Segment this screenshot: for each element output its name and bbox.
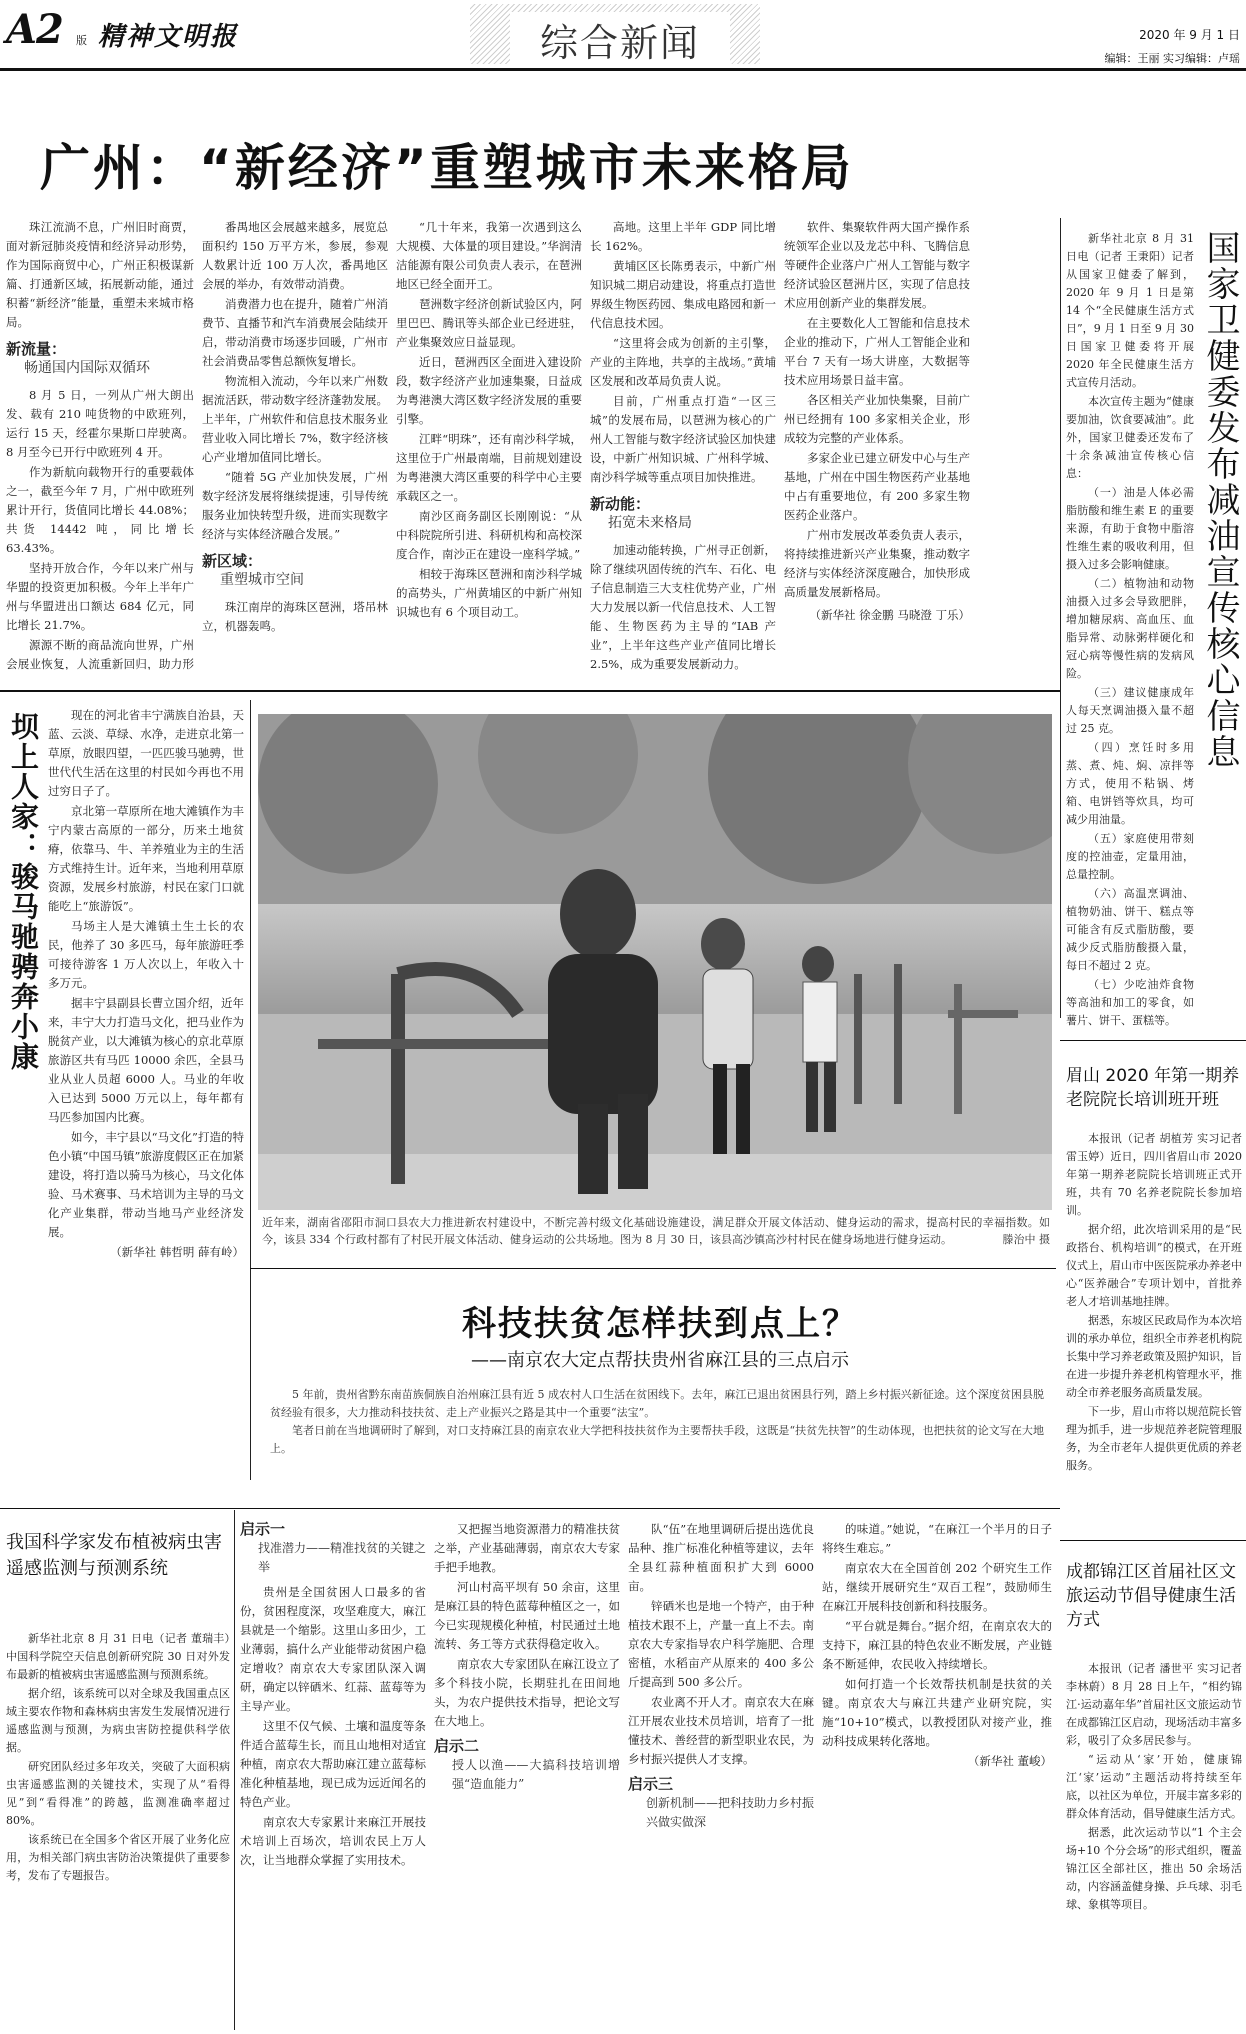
lead-col3-list xyxy=(396,218,582,622)
paragraph: 南沙区商务副区长刚刚说：“从中科院院所引进、科研机构和高校深度合作，南沙正在建设一座科学城。” xyxy=(396,509,582,561)
paragraph: 南京农大专家累计来麻江开展技术培训上百场次，培训农民上万人次，让当地群众掌握了实用技术。 xyxy=(240,1815,426,1867)
insight-heading: 启示一 xyxy=(240,1520,286,1538)
paragraph: “运动从‘家’开始，健康锦江‘家’运动”主题活动将持续至年底，以社区为单位，开展丰富多彩的群众体育活动，倡导健康生活方式。 xyxy=(1066,1753,1242,1820)
paragraph: 珠江流淌不息，广州旧时商贾，面对新冠肺炎疫情和经济异动形势，作为国际商贸中心，广州正积极谋新篇、打通新区域，拓展新动能，通过积蓄“新经济”能量，重塑未来城市格局。 xyxy=(6,220,194,329)
editor-line: 编辑：王丽 实习编辑：卢瑶 xyxy=(1104,52,1240,65)
lead-col-1 xyxy=(6,218,194,670)
divider-meishan-top xyxy=(1060,1040,1246,1041)
subhead-new-flow xyxy=(6,340,194,378)
keji-col-1 xyxy=(240,1520,426,2030)
photo-credit: 滕治中 摄 xyxy=(1002,1233,1050,1246)
photo-caption xyxy=(262,1214,1050,1248)
paragraph: 江畔“明珠”，还有南沙科学城，这里位于广州最南端，目前规划建设为粤港澳大湾区重要的科学中心主要承载区之一。 xyxy=(396,432,582,503)
paragraph: 这里不仅气候、土壤和温度等条件适合蓝莓生长，而且山地相对适宜种植，南京农大帮助麻江建立蓝莓标准化种植基地，现已成为远近闻名的特色产业。 xyxy=(240,1719,426,1809)
paragraph: 近日，琶洲西区全面进入建设阶段，数字经济产业加速集聚，日益成为粤港澳大湾区数字经济发展的重要引擎。 xyxy=(396,355,582,426)
keji-col-3 xyxy=(628,1520,814,2030)
paragraph: 物流相入流动，今年以来广州数据流活跃，带动数字经济蓬勃发展。上半年，广州软件和信息技术服务业营业收入同比增长 7%，数字经济核心产业增加值同比增长。 xyxy=(202,374,388,464)
paragraph: 如今，丰宁县以“马文化”打造的特色小镇“中国马镇”旅游度假区正在加紧建设，将打造以骑马为核心，马文化体验、马术赛事、马术培训为主导的马文化产业集群，带动当地马产业经济发展。 xyxy=(48,1130,244,1239)
masthead xyxy=(0,0,1246,70)
divider-chengdu-top xyxy=(1060,1540,1246,1541)
subhead-title: 新区域： xyxy=(202,552,263,570)
paragraph: 京北第一草原所在地大滩镇作为丰宁内蒙古高原的一部分，历来土地贫瘠，依靠马、牛、羊养殖业为主的生活方式维持生计。近年来，当地利用草原资源，发展乡村旅游，村民在家门口就能吃上“旅游饭”。 xyxy=(48,804,244,913)
paragraph: 相较于海珠区琶洲和南沙科学城的高势头，广州黄埔区的中新广州知识城也有 6 个项目动工。 xyxy=(396,567,582,619)
subhead-sub: 重塑城市空间 xyxy=(220,572,304,588)
health-title: 国家卫健委发布减油宣传核心信息 xyxy=(1200,230,1240,770)
paragraph: 河山村高平坝有 50 余亩，这里是麻江县的特色蓝莓种植区之一，如今已实现规模化种植，村民通过土地流转、务工等方式获得稳定收入。 xyxy=(434,1580,620,1651)
farmer-byline: （新华社 韩哲明 薛有岭） xyxy=(110,1245,244,1259)
lead-col5-list xyxy=(784,218,970,602)
header-rule xyxy=(0,68,1246,71)
health-intro: 新华社北京 8 月 31 日电（记者 王秉阳）记者从国家卫健委了解到，2020 年 9 月 1 日是第 14 个“全民健康生活方式日”，9 月 1 日至 9 月 30 日国家卫健委将开展 2020 年全民健康生活方式宣传月活动。 xyxy=(1066,232,1194,389)
paragraph: 消费潜力也在提升，随着广州消费节、直播节和汽车消费展会陆续开启，带动消费市场逐步回暖，广州市社会消费品零售总额恢复增长。 xyxy=(202,297,388,368)
paragraph: “几十年来，我第一次遇到这么大规模、大体量的项目建设。”华润清洁能源有限公司负责人表示，在琶洲地区已经全面开工。 xyxy=(396,220,582,291)
paragraph: 南京农大专家团队在麻江设立了多个科技小院，长期驻扎在田间地头，为农户提供技术指导，把论文写在大地上。 xyxy=(434,1657,620,1728)
paragraph: 据介绍，此次培训采用的是“民政搭台、机构培训”的模式，在开班仪式上，眉山市中医医院承办养老中心“医养融合”专项计划中，首批养老人才培训基地挂牌。 xyxy=(1066,1223,1242,1308)
issue-date: 2020 年 9 月 1 日 xyxy=(1139,28,1240,42)
paragraph: 队“伍”在地里调研后提出选优良品种、推广标准化种植等建议，去年全县红蒜种植面积扩大到 6000 亩。 xyxy=(628,1522,814,1593)
divider-keji-mid xyxy=(0,1508,1060,1509)
lead-col-2 xyxy=(202,218,388,670)
insight-subheading: 创新机制——把科技助力乡村振兴做实做深 xyxy=(646,1796,814,1829)
pest-title: 我国科学家发布植被病虫害遥感监测与预测系统 xyxy=(6,1532,222,1579)
keji-title: 科技扶贫怎样扶到点上？ xyxy=(462,1304,858,1344)
pest-body xyxy=(6,1630,230,2030)
lead-col1-list xyxy=(6,218,194,332)
paragraph: 的味道。”她说，“在麻江一个半月的日子将终生难忘。” xyxy=(822,1522,1052,1555)
insight-2-head xyxy=(434,1737,620,1794)
caption-text: 近年来，湖南省邵阳市洞口县农大力推进新农村建设中，不断完善村级文化基础设施建设，满足群众开展文体活动、健身运动的需求，提高村民的幸福指数。如今，该县 334 个行政村都有了村民开展文体活动、健身运动的公共场地。图为 8 月 30 日，该县高沙镇高沙村村民在健身场地进行健身运动。 xyxy=(262,1216,1050,1246)
paragraph: 加速动能转换，广州寻正创新，除了继续巩固传统的汽车、石化、电子信息制造三大支柱优势产业，广州大力发展以新一代信息技术、人工智能、生物医药为主导的“IAB 产业”，上半年这些产业产值同比增长 2.5%，成为重要发展新动力。 xyxy=(590,543,776,670)
health-body xyxy=(1066,230,1194,1030)
paragraph: 本报讯（记者 潘世平 实习记者 李林蔚）8 月 28 日上午，“相约锦江·运动嘉年华”首届社区文旅运动节在成都锦江区启动，现场活动丰富多彩，吸引了众多居民参与。 xyxy=(1066,1662,1242,1747)
paragraph: 各区相关产业加快集聚，目前广州已经拥有 100 多家相关企业，形成较为完整的产业体系。 xyxy=(784,393,970,445)
chengdu-paras xyxy=(1066,1660,1242,1914)
paragraph: 源源不断的商品流向世界，广州会展业恢复，人流重新回归，助力形 xyxy=(6,638,194,670)
keji-col-2 xyxy=(434,1520,620,2030)
paragraph: 目前，广州重点打造“一区三城”的发展布局，以琶洲为核心的广州人工智能与数字经济试验区加快建设，中新广州知识城、广州科学城、南沙科学城等重点项目加快推进。 xyxy=(590,394,776,484)
meishan-title: 眉山 2020 年第一期养老院院长培训班开班 xyxy=(1066,1066,1240,1110)
keji-c2-list-a xyxy=(434,1520,620,1731)
lead-col4b-list xyxy=(590,541,776,670)
paragraph: 据介绍，该系统可以对全球及我国重点区域主要农作物和森林病虫害发生发展情况进行遥感监测与预测，为病虫害防控提供科学依据。 xyxy=(6,1687,230,1754)
insight-subheading: 授人以渔——大搞科技培训增强“造血能力” xyxy=(452,1758,620,1791)
subhead-sub: 拓宽未来格局 xyxy=(608,515,692,531)
divider-lead-bottom xyxy=(0,690,1060,692)
keji-c4-list xyxy=(822,1520,1052,1751)
page-suffix: 版 xyxy=(76,34,87,47)
paragraph: （六）高温烹调油、植物奶油、饼干、糕点等可能含有反式脂肪酸，要减少反式脂肪酸摄入量，每日不超过 2 克。 xyxy=(1066,887,1194,972)
divider-keji-top xyxy=(250,1268,1056,1269)
paragraph: 作为新航向载物开行的重要载体之一，截至今年 7 月，广州中欧班列累计开行，货值同比增长 44.08%；共货 14442 吨，同比增长 63.43%。 xyxy=(6,465,194,555)
paragraph: 珠江南岸的海珠区琶洲，塔吊林立，机器轰鸣。 xyxy=(202,600,388,633)
pest-paras xyxy=(6,1630,230,1885)
subhead-title: 新流量： xyxy=(6,340,67,358)
keji-subtitle: ——南京农大定点帮扶贵州省麻江县的三点启示 xyxy=(471,1350,849,1371)
chengdu-body xyxy=(1066,1660,1242,2030)
paragraph: 本次宣传主题为“健康要加油，饮食要减油”。此外，国家卫健委还发布了十余条减油宣传核心信息： xyxy=(1066,395,1194,480)
page-number: A2 xyxy=(6,6,63,53)
keji-c3-list xyxy=(628,1520,814,1769)
paragraph: 下一步，眉山市将以规范院长管理为抓手，进一步规范养老院管理服务，为全市老年人提供更优质的养老服务。 xyxy=(1066,1405,1242,1472)
paragraph: 研究团队经过多年攻关，突破了大面积病虫害遥感监测的关键技术，实现了从“看得见”到“看得准”的跨越，监测准确率超过 80%。 xyxy=(6,1760,230,1827)
lead-col2b-list xyxy=(202,598,388,636)
paragraph: 软件、集聚软件两大国产操作系统领军企业以及龙芯中科、飞腾信息等硬件企业落户广州人工智能与数字经济试验区琶洲片区，实现了信息技术应用创新产业的集群发展。 xyxy=(784,220,970,310)
keji-intro-box xyxy=(270,1386,1044,1496)
paragraph: 该系统已在全国多个省区开展了业务化应用，为相关部门病虫害防治决策提供了重要参考，发布了专题报告。 xyxy=(6,1833,230,1882)
paragraph: “这里将会成为创新的主引擎，产业的主阵地，共享的主战场。”黄埔区发展和改革局负责人说。 xyxy=(590,336,776,388)
insight-3-head xyxy=(628,1775,814,1832)
lead-byline: （新华社 徐金鹏 马晓澄 丁乐） xyxy=(809,608,970,622)
fitness-scene-illustration xyxy=(258,714,1052,1210)
farmer-title: 坝上人家：骏马驰骋奔小康 xyxy=(7,712,40,1072)
lead-col2-list xyxy=(202,218,388,544)
paragraph: 新华社北京 8 月 31 日电（记者 董瑞丰）中国科学院空天信息创新研究院 30 日对外发布最新的植被病虫害遥感监测与预测系统。 xyxy=(6,1632,230,1681)
health-items xyxy=(1066,393,1194,1030)
farmer-paras xyxy=(48,706,244,1242)
keji-intro-2: 笔者日前在当地调研时了解到，对口支持麻江县的南京农业大学把科技扶贫作为主要帮扶手段，这既是“扶贫先扶智”的生动体现，也把扶贫的论文写在大地上。 xyxy=(270,1424,1044,1455)
paragraph: 如何打造一个长效帮扶机制是扶贫的关键。南京农大与麻江共建产业研究院，实施“10+10”模式，以教授团队对接产业，推动科技成果转化落地。 xyxy=(822,1677,1052,1748)
paper-name: 精神文明报 xyxy=(98,22,239,52)
lead-col1b-list xyxy=(6,386,194,670)
insight-heading: 启示三 xyxy=(628,1775,674,1793)
subhead-sub: 畅通国内国际双循环 xyxy=(24,360,150,376)
paragraph: 黄埔区区长陈勇表示，中新广州知识城二期启动建设，将重点打造世界级生物医药园、集成电路园和新一代信息技术园。 xyxy=(590,259,776,330)
chengdu-title: 成都锦江区首届社区文旅运动节倡导健康生活方式 xyxy=(1066,1562,1236,1630)
keji-intro: 5 年前，贵州省黔东南苗族侗族自治州麻江县有近 5 成农村人口生活在贫困线下。去年，麻江已退出贫困县行列，踏上乡村振兴新征途。这个深度贫困县脱贫经验有很多，大力推动科技扶贫、走上产业振兴之路是其中一个重要“法宝”。 xyxy=(270,1388,1044,1419)
subhead-title: 新动能： xyxy=(590,495,651,513)
paragraph: 马场主人是大滩镇土生土长的农民，他养了 30 多匹马，每年旅游旺季可接待游客 1 万人次以上，年收入十多万元。 xyxy=(48,919,244,990)
meishan-body xyxy=(1066,1130,1242,1520)
paragraph: 广州市发展改革委负责人表示，将持续推进新兴产业集聚，推动数字经济与实体经济深度融合，加快形成高质量发展新格局。 xyxy=(784,528,970,599)
insight-subheading: 找准潜力——精准找贫的关键之举 xyxy=(258,1541,426,1574)
lead-col-3 xyxy=(396,218,582,670)
keji-c1-list xyxy=(240,1583,426,1870)
paragraph: “随着 5G 产业加快发展，广州数字经济发展将继续提速，引导传统服务业加快转型升级，进而实现数字经济与实体经济融合发展。” xyxy=(202,470,388,541)
paragraph: 贵州是全国贫困人口最多的省份，贫困程度深，攻坚难度大，麻江县就是一个缩影。这里山多田少，工业薄弱，搞什么产业能带动贫困户稳定增收？南京农大专家团队深入调研，确定以锌硒米、红蒜、蓝莓等为主导产业。 xyxy=(240,1585,426,1713)
lead-col4-list xyxy=(590,218,776,487)
paragraph: 又把握当地资源潜力的精准扶贫之举，产业基础薄弱，南京农大专家手把手地教。 xyxy=(434,1522,620,1574)
paragraph: 多家企业已建立研发中心与生产基地，广州在中国生物医药产业基地中占有重要地位，有 200 多家生物医药企业落户。 xyxy=(784,451,970,522)
paragraph: 农业离不开人才。南京农大在麻江开展农业技术员培训，培育了一批懂技术、善经营的新型职业农民，为乡村振兴提供人才支撑。 xyxy=(628,1695,814,1766)
insight-1-head xyxy=(240,1520,426,1577)
paragraph: （四）烹饪时多用蒸、煮、炖、焖、凉拌等方式，使用不粘锅、烤箱、电饼铛等炊具，均可减少用油量。 xyxy=(1066,741,1194,826)
paragraph: 8 月 5 日，一列从广州大朗出发、载有 210 吨货物的中欧班列，运行 15 天，经霍尔果斯口岸驶离。8 月至今已开行中欧班列 4 开。 xyxy=(6,388,194,459)
paragraph: “平台就是舞台。”据介绍，在南京农大的支持下，麻江县的特色农业不断发展，产业链条不断延伸，农民收入持续增长。 xyxy=(822,1619,1052,1671)
paragraph: 琶洲数字经济创新试验区内，阿里巴巴、腾讯等头部企业已经进驻，产业集聚效应日益显现。 xyxy=(396,297,582,349)
section-title: 综合新闻 xyxy=(510,12,730,67)
lead-headline: 广州：“新经济”重塑城市未来格局 xyxy=(40,139,854,197)
farmer-body xyxy=(48,706,244,1502)
paragraph: 本报讯（记者 胡植芳 实习记者 雷玉婷）近日，四川省眉山市 2020 年第一期养老院院长培训班正式开班，共有 70 名养老院院长参加培训。 xyxy=(1066,1132,1242,1217)
insight-heading: 启示二 xyxy=(434,1737,480,1755)
paragraph: （七）少吃油炸食物等高油和加工的零食，如薯片、饼干、蛋糕等。 xyxy=(1066,978,1194,1027)
paragraph: （二）植物油和动物油摄入过多会导致肥胖，增加糖尿病、高血压、血脂异常、动脉粥样硬化和冠心病等慢性病的发病风险。 xyxy=(1066,577,1194,680)
paragraph: 坚持开放合作，今年以来广州与华盟的投资更加积极。今年上半年广州与华盟进出口额达 684 亿元，同比增长 21.7%。 xyxy=(6,561,194,632)
subhead-new-area xyxy=(202,552,388,590)
divider-v-left-bottom xyxy=(234,1510,235,2030)
paragraph: 番禺地区会展越来越多，展览总面积约 150 万平方米，参展，参观人数累计近 100 万人次，番禺地区会展的举办，有效带动消费。 xyxy=(202,220,388,291)
paragraph: （五）家庭使用带刻度的控油壶，定量用油，总量控制。 xyxy=(1066,832,1194,881)
paragraph: 据丰宁县副县长曹立国介绍，近年来，丰宁大力打造马文化，把马业作为脱贫产业，以大滩镇为核心的京北草原旅游区共有马匹 10000 余匹，全县马业从业人员超 6000 人。马业的年收入已达到 5000 万元以上，每年都有马匹参加国内比赛。 xyxy=(48,996,244,1124)
paragraph: 现在的河北省丰宁满族自治县，天蓝、云淡、草绿、水净，走进京北第一草原，放眼四望，一匹匹骏马驰骋，世世代代生活在这里的村民如今再也不用过穷日子了。 xyxy=(48,708,244,798)
paragraph: 据悉，东坡区民政局作为本次培训的承办单位，组织全市养老机构院长集中学习养老政策及照护知识，旨在进一步提升养老机构管理水平，推动全市养老服务高质量发展。 xyxy=(1066,1314,1242,1399)
meishan-paras xyxy=(1066,1130,1242,1475)
keji-byline: （新华社 董峻） xyxy=(967,1754,1052,1768)
divider-v-left xyxy=(250,700,251,1480)
lead-col-5 xyxy=(784,218,970,670)
paragraph: 在主要数化人工智能和信息技术企业的推动下，广州人工智能企业和平台 7 天有一场大讲座，大数据等技术应用场景日益丰富。 xyxy=(784,316,970,387)
divider-v-right xyxy=(1060,218,1061,1018)
subhead-new-momentum xyxy=(590,495,776,533)
lead-col-4 xyxy=(590,218,776,670)
paragraph: 锌硒米也是地一个特产，由于种植技术跟不上，产量一直上不去。南京农大专家指导农户科学施肥、合理密植，水稻亩产从原来的 400 多公斤提高到 500 多公斤。 xyxy=(628,1599,814,1689)
paragraph: （三）建议健康成年人每天烹调油摄入量不超过 25 克。 xyxy=(1066,686,1194,735)
paragraph: 据悉，此次运动节以“1 个主会场+10 个分会场”的形式组织，覆盖锦江区全部社区，推出 50 余场活动，内容涵盖健身操、乒乓球、羽毛球、象棋等项目。 xyxy=(1066,1826,1242,1911)
paragraph: （一）油是人体必需脂肪酸和维生素 E 的重要来源，有助于食物中脂溶性维生素的吸收利用，但摄入过多会影响健康。 xyxy=(1066,486,1194,571)
paragraph: 高地。这里上半年 GDP 同比增长 162%。 xyxy=(590,220,776,253)
news-photo xyxy=(258,714,1052,1210)
keji-col-4 xyxy=(822,1520,1052,2030)
paragraph: 南京农大在全国首创 202 个研究生工作站，继续开展研究生“双百工程”，鼓励师生在麻江开展科技创新和科技服务。 xyxy=(822,1561,1052,1613)
